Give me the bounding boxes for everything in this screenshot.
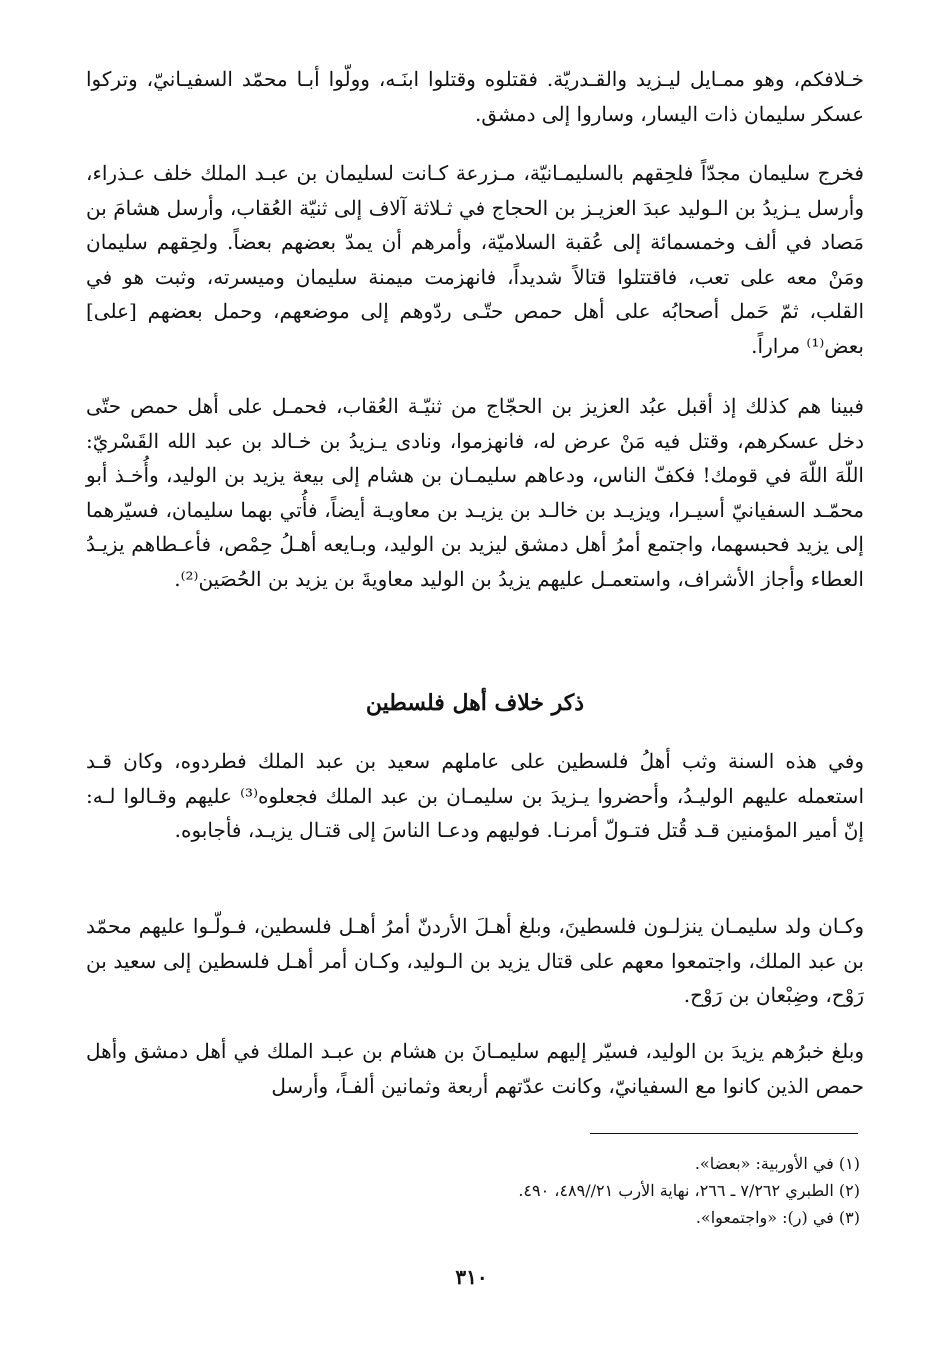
footnote-1: (١) في الأوربية: «بعضا». (694, 1154, 860, 1173)
footnotes (300, 1150, 860, 1231)
page-number: ٣١٠ (455, 1265, 488, 1289)
paragraph-1: خـلافكم، وهو ممـايل ليـزيد والقـدريّة. فقتلوه وقتلوا ابنَـه، وولّوا أبـا محمّد السفيـانيّ، وتركوا عسكر سليمان ذات اليسار، وساروا إلى دمشق. (86, 67, 864, 126)
section-heading: ذكر خلاف أهل فلسطين (365, 690, 585, 716)
paragraph-6: وبلغ خبرُهم يزيدَ بن الوليد، فسيّر إليهم سليمـانَ بن هشام بن عبـد الملك في أهل دمشق وأهل حمص الذين كانوا مع السفيانيّ، وكانت عدّتهم أربعة وثمانين ألفـاً، وأرسل (86, 1039, 864, 1098)
paragraph-2: فخرج سليمان مجدّاً فلحِقهم بالسليمـانيّة، مـزرعة كـانت لسليمان بن عبـد الملك خلف عـذراء، وأرسل يـزيدُ بن الـوليد عبدَ العزيـز بن الحجاج في ثـلاثة آلاف إلى ثنيّة العُقاب، وأرسل هشامَ بن مَصاد في ألف وخمسمائة إلى عُقبة السلاميّة، وأمرهم أن يمدّ بعضهم بعضاً. ولحِقهم سليمان ومَنْ معه على تعب، فاقتتلوا قتالاً شديداً، فانهزمت ميمنة سليمان وميسرته، وثبت هو في القلب، ثمّ حَمل أصحابُه على أهل حمص حتّـى ردّوهم إلى موضعهم، وحمل بعضهم [على] بعض⁽¹⁾ مراراً. (86, 161, 864, 358)
paragraph-3: فبينا هم كذلك إذ أقبل عبُد العزيز بن الحجّاج من ثنيّـة العُقاب، فحمـل على أهل حمص حتّى دخل عسكرهم، وقتل فيه مَنْ عرض له، فانهزموا، ونادى يـزيدُ بن خـالد بن عبد الله القَسْريّ: اللّهَ اللّهَ في قومك! فكفّ الناس، ودعاهم سليمـان بن هشام إلى بيعة يزيد بن الوليد، وأُخـذ أبو محمّـد السفيانيّ أسيـرا، ويزيـد بن خالـد بن يزيـد بن معاويـة أيضاً، فأُتي بهما سليمان، فسيّرهما إلى يزيد فحبسهما، واجتمع أمرُ أهل دمشق ليزيد بن الوليد، وبـايعه أهـلُ حِمْص، فأعـطاهم يزيـدُ العطاء وأجاز الأشراف، واستعمـل عليهم يزيدُ بن الوليد معاويةَ بن يزيد بن الحُصَين⁽²⁾. (86, 394, 865, 591)
paragraph-4: وفي هذه السنة وثب أهلُ فلسطين على عاملهم سعيد بن عبد الملك فطردوه، وكان قـد استعمله عليهم الوليـدُ، وأحضروا يـزيدَ بن سليمـان بن عبد الملك فجعلوه⁽³⁾ عليهم وقـالوا لـه: إنّ أمير المؤمنين قـد قُتل فتـولّ أمرنـا. فوليهم ودعـا الناسَ إلى قتـال يزيـد، فأجابوه. (86, 749, 864, 843)
footnote-divider (590, 1133, 858, 1134)
footnote-3: (٣) في (ر): «واجتمعوا». (695, 1208, 860, 1227)
footnote-2: (٢) الطبري ٧/٢٦٢ ـ ٢٦٦، نهاية الأرب ٢١//٤٨٩، ٤٩٠. (518, 1181, 860, 1200)
paragraph-5: وكـان ولد سليمـان ينزلـون فلسطينَ، وبلغ أهـلَ الأردنّ أمرُ أهـل فلسطين، فـولّـوا عليهم محمّد بن عبد الملك، واجتمعوا معهم على قتال يزيد بن الـوليد، وكـان أمر أهـل فلسطين إلى سعيد بن رَوْح، وضِبْعان بن رَوْح. (86, 914, 864, 1008)
